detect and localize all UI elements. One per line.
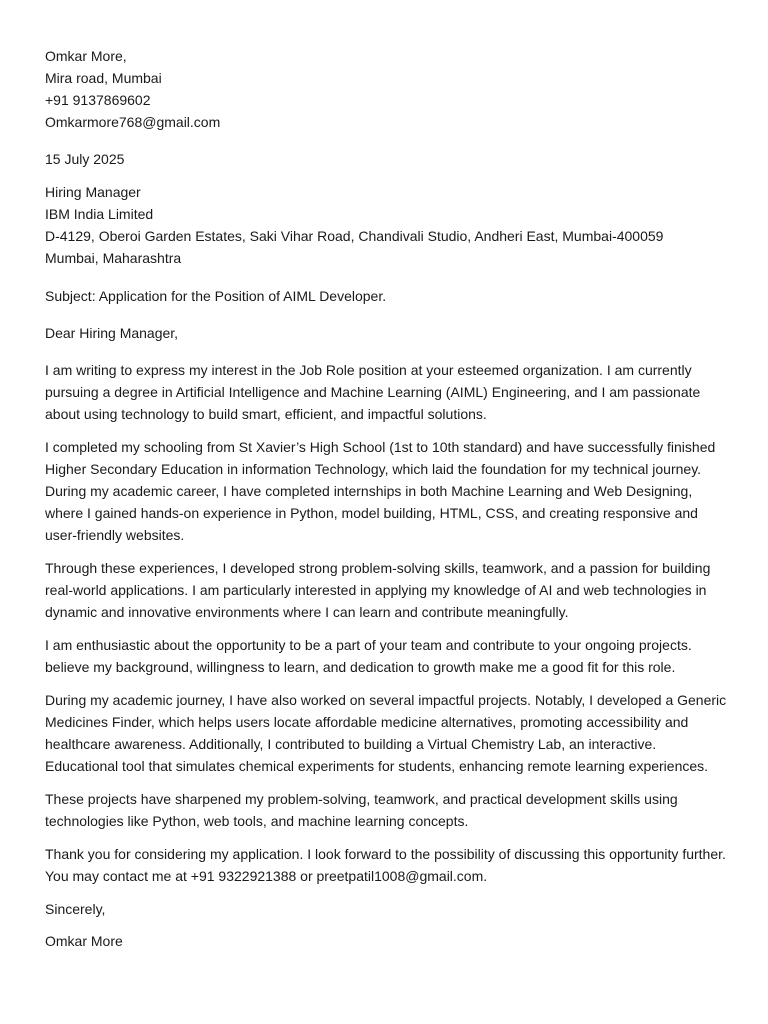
letter-body (45, 359, 728, 887)
greeting-line: Dear Hiring Manager, (45, 325, 179, 341)
subject-line: Subject: Application for the Position of AIML Developer. (45, 288, 387, 304)
subject-block (45, 285, 728, 307)
greeting-block (45, 322, 728, 344)
body-paragraph-4: I am enthusiastic about the opportunity to be a part of your team and contribute to your ongoing projects. believe my background, willingness to learn, and dedication to growth make me a good fit for this role. (45, 637, 692, 675)
closing-line: Sincerely, (45, 901, 106, 917)
body-paragraph-1: I am writing to express my interest in the Job Role position at your esteemed organization. I am currently pursuing a degree in Artificial Intelligence and Machine Learning (AIML) Engineering, and I am passionate about using technology to build smart, efficient, and impactful solutions. (45, 362, 701, 422)
body-paragraph-2: I completed my schooling from St Xavier’s High School (1st to 10th standard) and have successfully finished Higher Secondary Education in information Technology, which laid the foundation for my technical journey. During my academic career, I have completed internships in both Machine Learning and Web Designing, where I gained hands-on experience in Python, model building, HTML, CSS, and creating responsive and user-friendly websites. (45, 439, 716, 543)
signature-name: Omkar More (45, 933, 123, 949)
sender-phone: +91 9137869602 (45, 92, 151, 108)
sender-block (45, 45, 728, 133)
sender-name: Omkar More, (45, 48, 127, 64)
signature-block (45, 930, 728, 952)
recipient-block (45, 181, 728, 269)
recipient-title: Hiring Manager (45, 184, 141, 200)
body-paragraph-5: During my academic journey, I have also worked on several impactful projects. Notably, I developed a Generic Medicines Finder, which helps users locate affordable medicine alternatives, promoting accessibility and healthcare awareness. Additionally, I contributed to building a Virtual Chemistry Lab, an interactive. Educational tool that simulates chemical experiments for students, enhancing remote learning experiences. (45, 692, 727, 774)
closing-block (45, 898, 728, 920)
sender-email: Omkarmore768@gmail.com (45, 114, 221, 130)
recipient-company: IBM India Limited (45, 206, 154, 222)
sender-address: Mira road, Mumbai (45, 70, 162, 86)
recipient-address-line1: D-4129, Oberoi Garden Estates, Saki Vihar Road, Chandivali Studio, Andheri East, Mumbai-400059 (45, 228, 664, 244)
date-block (45, 148, 728, 170)
body-paragraph-7: Thank you for considering my application. I look forward to the possibility of discussing this opportunity further. You may contact me at +91 9322921388 or preetpatil1008@gmail.com. (45, 846, 726, 884)
letter-date: 15 July 2025 (45, 151, 125, 167)
recipient-address-line2: Mumbai, Maharashtra (45, 250, 182, 266)
body-paragraph-6: These projects have sharpened my problem-solving, teamwork, and practical development skills using technologies like Python, web tools, and machine learning concepts. (45, 791, 678, 829)
body-paragraph-3: Through these experiences, I developed strong problem-solving skills, teamwork, and a passion for building real-world applications. I am particularly interested in applying my knowledge of AI and web technologies in dynamic and innovative environments where I can learn and contribute meaningfully. (45, 560, 711, 620)
